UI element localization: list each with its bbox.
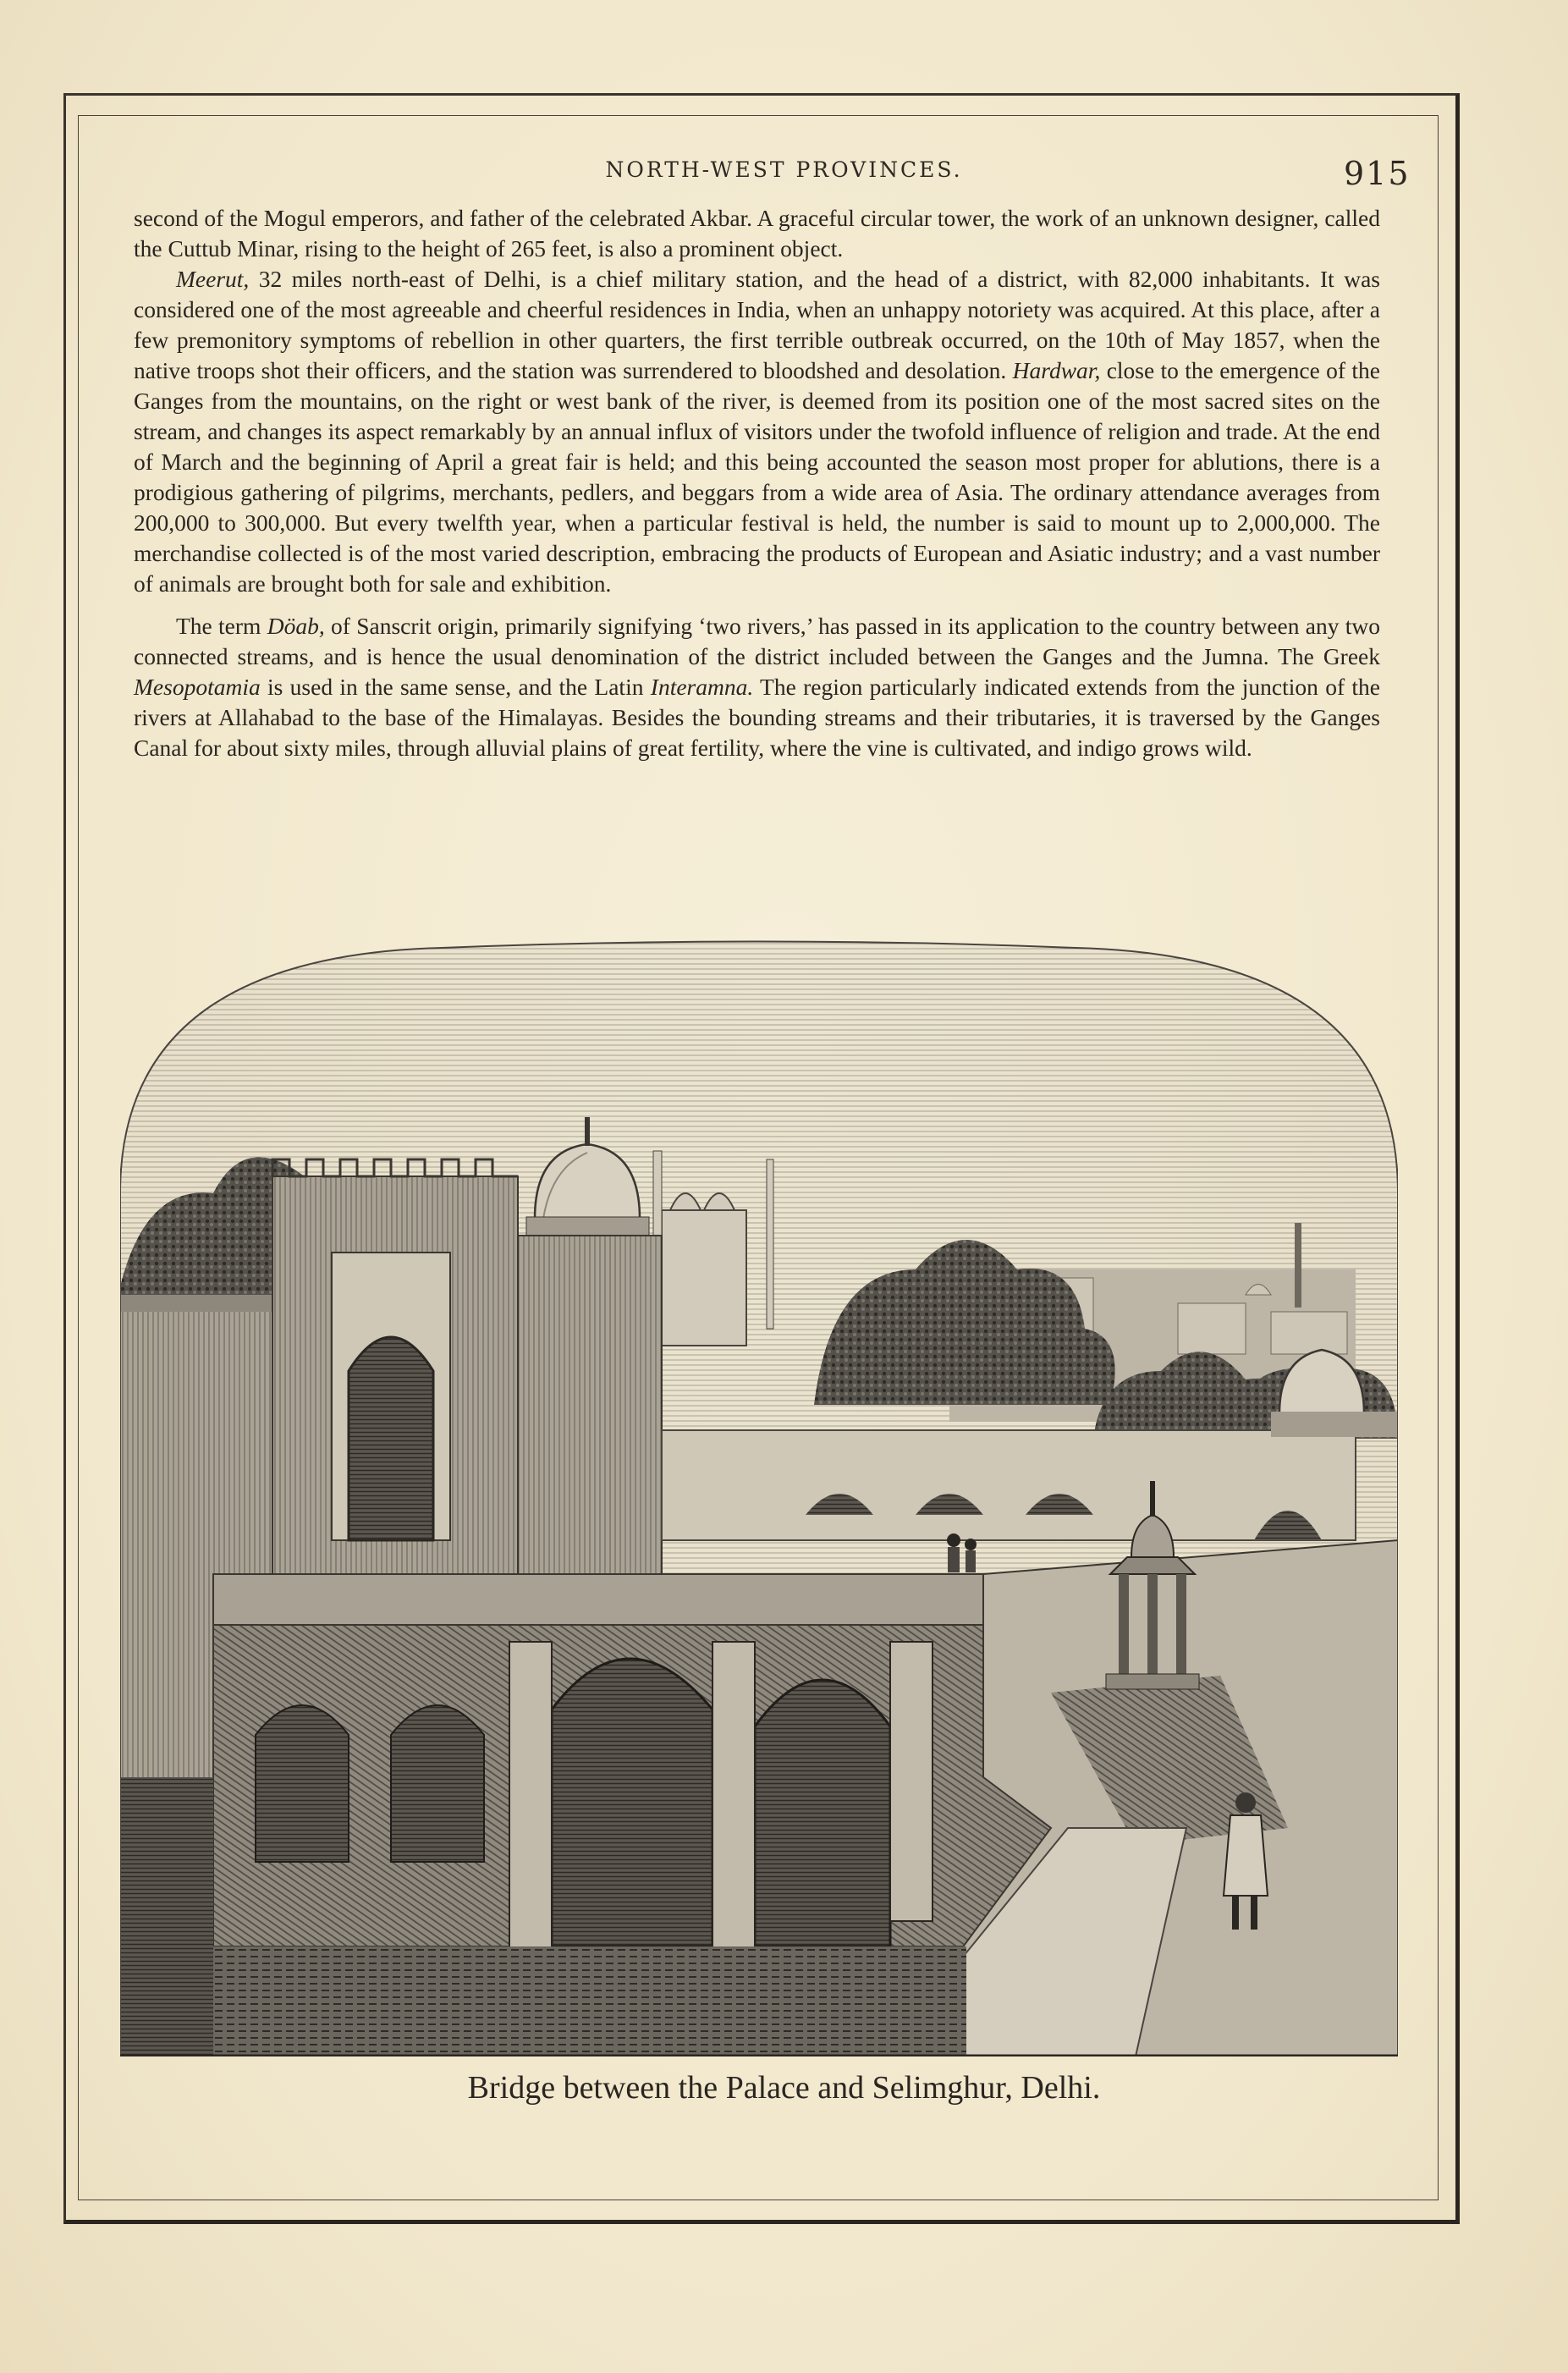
text-run: The region particularly indicated extends from the junction of the rivers at Allahabad to the base of the Himalayas. Besides the bounding streams and their tributaries, it is traversed by the Ganges Canal for about sixty miles, through alluvial plains of great fertility, where the vine is cultivated, and indigo grows wild. — [134, 674, 1380, 761]
text-run: is used in the same sense, and the Latin — [260, 674, 651, 700]
page-number: 915 — [1344, 155, 1411, 192]
far-arcade — [662, 1430, 1356, 1540]
italic-term: Meerut, — [176, 266, 250, 292]
body-text — [134, 203, 1380, 763]
paragraph-3 — [134, 611, 1380, 763]
engraving-bridge-delhi — [120, 931, 1398, 2056]
figure-caption: Bridge between the Palace and Selimghur, Delhi. — [467, 2070, 1101, 2106]
running-head: NORTH-WEST PROVINCES. — [605, 157, 963, 182]
text-run: of Sanscrit origin, primarily signifying ‘two rivers,’ has passed in its application to the country between any two connected streams, and is hence the usual denomination of the district included between the Ganges and the Jumna. The Greek — [134, 613, 1380, 669]
italic-term: Interamna. — [650, 674, 754, 700]
text-run: The term — [176, 613, 267, 639]
italic-term: Döab, — [267, 613, 325, 639]
paragraph-1 — [134, 203, 1380, 264]
text-run: close to the emergence of the Ganges from the mountains, on the right or west bank of the river, is deemed from its position one of the most sacred sites on the stream, and changes its aspect remarkably by an annual influx of visitors under the twofold influence of religion and trade. At the end of March and the beginning of April a great fair is held; and this being accounted the season most proper for ablutions, there is a prodigious gathering of pilgrims, merchants, pedlers, and beggars from a wide area of Asia. The ordinary attendance averages from 200,000 to 300,000. But every twelfth year, when a particular festival is held, the number is said to mount up to 2,000,000. The merchandise collected is of the most varied description, embracing the products of European and Asiatic industry; and a vast number of animals are brought both for sale and exhibition. — [134, 357, 1381, 597]
text-run: 32 miles north-east of Delhi, is a chief military station, and the head of a district, with 82,000 inhabitants. It was considered one of the most agreeable and cheerful residences in India, when an unhappy notoriety was acquired. At this place, after a few premonitory symptoms of rebellion in other quarters, the first terrible outbreak occurred, on the 10th of May 1857, when the native troops shot their officers, and the station was surrendered to bloodshed and desolation. — [134, 266, 1380, 383]
paragraph-2 — [134, 264, 1380, 599]
italic-term: Mesopotamia — [134, 674, 261, 700]
river-water — [120, 1946, 966, 2056]
main-bridge — [213, 1574, 1059, 1955]
italic-term: Hardwar, — [1012, 357, 1101, 383]
text-run: second of the Mogul emperors, and father of the celebrated Akbar. A graceful circular tower, the work of an unknown designer, called the Cuttub Minar, rising to the height of 265 feet, is also a prominent object. — [134, 205, 1380, 262]
